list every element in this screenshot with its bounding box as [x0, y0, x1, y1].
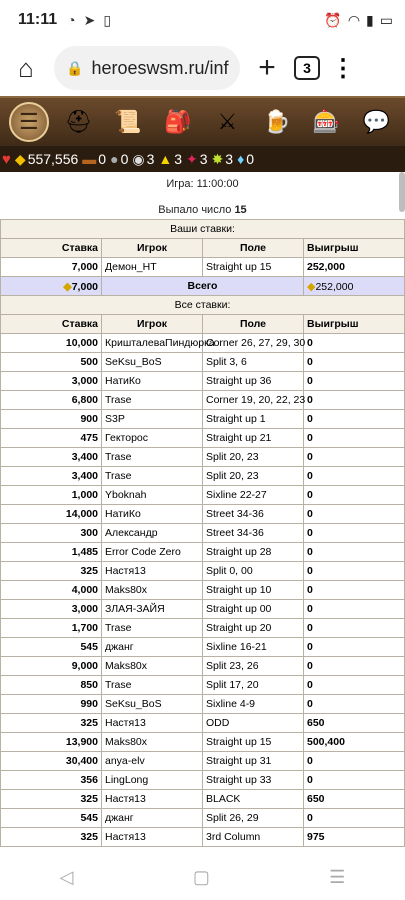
win: 252,000	[304, 258, 405, 277]
stake: 4,000	[1, 581, 102, 600]
crossed-swords-icon[interactable]: ⚔	[217, 109, 238, 134]
player: Демон_НТ	[102, 258, 203, 277]
stake: 545	[1, 809, 102, 828]
stake: 3,000	[1, 600, 102, 619]
stake: 500	[1, 353, 102, 372]
table-row	[1, 448, 405, 467]
stake: 1,485	[1, 543, 102, 562]
field: Corner 19, 20, 22, 23	[203, 391, 304, 410]
win: 0	[304, 448, 405, 467]
win: 0	[304, 695, 405, 714]
address-bar[interactable]	[54, 46, 240, 90]
bets-table	[0, 219, 405, 847]
table-row	[1, 619, 405, 638]
stake: 545	[1, 638, 102, 657]
win: 500,400	[304, 733, 405, 752]
table-row	[1, 771, 405, 790]
col-win: Выигрыш	[304, 239, 405, 258]
stake: 300	[1, 524, 102, 543]
player: Trase	[102, 619, 203, 638]
home-icon[interactable]: ⌂	[18, 52, 34, 83]
total-win: 252,000	[315, 280, 354, 293]
stake: 850	[1, 676, 102, 695]
your-bets-title: Ваши ставки:	[1, 220, 405, 239]
win: 0	[304, 410, 405, 429]
stake: 356	[1, 771, 102, 790]
lock-icon: 🔒	[66, 59, 84, 76]
table-row	[1, 543, 405, 562]
col-stake: Ставка	[1, 315, 102, 334]
gold-icon: ◆	[63, 280, 72, 293]
table-row	[1, 391, 405, 410]
field: Straight up 15	[203, 733, 304, 752]
game-time: Игра: 11:00:00	[166, 178, 239, 190]
col-win: Выигрыш	[304, 315, 405, 334]
field: Street 34-36	[203, 505, 304, 524]
heart-icon: ♥	[2, 150, 11, 168]
win: 0	[304, 752, 405, 771]
total-label: Всего	[102, 277, 304, 296]
resources-bar	[0, 146, 405, 172]
gold-icon: ◆	[307, 280, 316, 293]
roulette-icon[interactable]: 🎰	[312, 109, 341, 134]
phone-icon: ▯	[103, 11, 112, 28]
player: SeKsu_BoS	[102, 695, 203, 714]
player: НатиКо	[102, 372, 203, 391]
game-info	[0, 172, 405, 219]
field: Straight up 21	[203, 429, 304, 448]
stake: 3,400	[1, 467, 102, 486]
game-nav-bar	[0, 96, 405, 146]
back-icon[interactable]: ◁	[59, 866, 74, 887]
field: Sixline 22-27	[203, 486, 304, 505]
player: Error Code Zero	[102, 543, 203, 562]
win: 0	[304, 657, 405, 676]
field: Split 20, 23	[203, 467, 304, 486]
stake: 10,000	[1, 334, 102, 353]
field: Split 17, 20	[203, 676, 304, 695]
field: ODD	[203, 714, 304, 733]
field: Split 26, 29	[203, 809, 304, 828]
player: Александр	[102, 524, 203, 543]
player: джанг	[102, 809, 203, 828]
status-bar	[0, 0, 405, 40]
field: Street 34-36	[203, 524, 304, 543]
table-row	[1, 752, 405, 771]
player: Настя13	[102, 714, 203, 733]
win: 0	[304, 353, 405, 372]
inventory-bag-icon[interactable]: 🎒	[163, 109, 192, 134]
field: Split 23, 26	[203, 657, 304, 676]
player: Гекторос	[102, 429, 203, 448]
stake: 3,000	[1, 372, 102, 391]
drawn-label: Выпало число	[158, 204, 232, 216]
messenger-icon: ◔	[67, 12, 76, 28]
knight-helmet-icon[interactable]: ⛑	[64, 109, 93, 134]
gems-icon: ✸	[211, 150, 224, 167]
gold-icon: ◆	[14, 150, 26, 167]
tavern-mug-icon[interactable]: 🍺	[263, 109, 291, 134]
more-menu-icon[interactable]: ⋮	[331, 54, 355, 82]
win: 0	[304, 676, 405, 695]
field: Straight up 00	[203, 600, 304, 619]
field: Straight up 33	[203, 771, 304, 790]
win: 0	[304, 809, 405, 828]
page-content	[0, 172, 405, 854]
win: 0	[304, 429, 405, 448]
mercury-value: 3	[146, 151, 155, 167]
url-text: heroeswsm.ru/inf	[91, 57, 229, 78]
telegram-icon: ➤	[83, 11, 96, 28]
field: Sixline 4-9	[203, 695, 304, 714]
player: Настя13	[102, 562, 203, 581]
win: 0	[304, 581, 405, 600]
player: джанг	[102, 638, 203, 657]
table-row	[1, 695, 405, 714]
player: НатиКо	[102, 505, 203, 524]
col-player: Игрок	[102, 239, 203, 258]
stake: 3,400	[1, 448, 102, 467]
field: Straight up 28	[203, 543, 304, 562]
player: Настя13	[102, 790, 203, 809]
stake: 325	[1, 828, 102, 847]
field: 3rd Column	[203, 828, 304, 847]
scrollbar[interactable]	[399, 172, 405, 212]
stake: 1,700	[1, 619, 102, 638]
chat-bubble-icon[interactable]: 💬	[362, 109, 390, 134]
table-row	[1, 638, 405, 657]
gold-value: 557,556	[27, 151, 79, 167]
player: S3P	[102, 410, 203, 429]
win: 0	[304, 391, 405, 410]
col-stake: Ставка	[1, 239, 102, 258]
total-stake: 7,000	[71, 280, 98, 293]
field: Split 0, 00	[203, 562, 304, 581]
player: Maks80x	[102, 657, 203, 676]
player: ЗЛАЯ-ЗАЙЯ	[102, 600, 203, 619]
stake: 475	[1, 429, 102, 448]
table-row	[1, 467, 405, 486]
stake: 1,000	[1, 486, 102, 505]
field: Straight up 15	[203, 258, 304, 277]
player: Maks80x	[102, 733, 203, 752]
table-row	[1, 505, 405, 524]
table-row	[1, 410, 405, 429]
sulfur-icon: ▲	[158, 151, 173, 167]
sulfur-value: 3	[174, 151, 183, 167]
win: 0	[304, 524, 405, 543]
win: 0	[304, 467, 405, 486]
stake: 30,400	[1, 752, 102, 771]
drawn-number-line	[0, 202, 405, 219]
player: Trase	[102, 448, 203, 467]
all-bets-title: Все ставки:	[1, 296, 405, 315]
table-row	[1, 657, 405, 676]
win: 0	[304, 543, 405, 562]
browser-toolbar	[0, 40, 405, 96]
stake: 990	[1, 695, 102, 714]
player: LingLong	[102, 771, 203, 790]
drawn-number: 15	[234, 204, 247, 216]
win: 0	[304, 334, 405, 353]
player: Maks80x	[102, 581, 203, 600]
win: 650	[304, 790, 405, 809]
field: Straight up 1	[203, 410, 304, 429]
your-bet-row	[1, 258, 405, 277]
col-player: Игрок	[102, 315, 203, 334]
all-bets-body	[1, 334, 405, 847]
win: 0	[304, 600, 405, 619]
table-row	[1, 334, 405, 353]
table-row	[1, 429, 405, 448]
gems-value: 3	[225, 151, 234, 167]
ore-value: 0	[120, 151, 129, 167]
signal-icon: ▮	[366, 11, 374, 28]
alarm-icon: ⏰	[324, 11, 342, 28]
win: 0	[304, 372, 405, 391]
ore-icon: ●	[110, 151, 119, 167]
new-tab-button[interactable]: +	[258, 51, 276, 84]
stake: 7,000	[1, 258, 102, 277]
player: Yboknah	[102, 486, 203, 505]
wood-value: 0	[98, 151, 107, 167]
win: 0	[304, 771, 405, 790]
stake: 14,000	[1, 505, 102, 524]
table-row	[1, 809, 405, 828]
table-row	[1, 353, 405, 372]
table-row	[1, 733, 405, 752]
table-row	[1, 581, 405, 600]
col-field: Поле	[203, 315, 304, 334]
stake: 325	[1, 562, 102, 581]
field: Split 3, 6	[203, 353, 304, 372]
player: anya-elv	[102, 752, 203, 771]
table-row	[1, 372, 405, 391]
table-row	[1, 524, 405, 543]
table-row	[1, 562, 405, 581]
win: 975	[304, 828, 405, 847]
table-row	[1, 676, 405, 695]
field: Split 20, 23	[203, 448, 304, 467]
win: 650	[304, 714, 405, 733]
player: SeKsu_BoS	[102, 353, 203, 372]
player: Настя13	[102, 828, 203, 847]
col-field: Поле	[203, 239, 304, 258]
table-row	[1, 714, 405, 733]
win: 0	[304, 486, 405, 505]
crystal-value: 3	[199, 151, 208, 167]
table-row	[1, 486, 405, 505]
battery-icon: ▭	[379, 11, 393, 28]
table-row	[1, 790, 405, 809]
table-row	[1, 828, 405, 847]
stake: 325	[1, 790, 102, 809]
win: 0	[304, 619, 405, 638]
table-row	[1, 600, 405, 619]
diamond-value: 0	[246, 151, 255, 167]
system-nav-bar	[0, 854, 405, 900]
crystal-icon: ✦	[186, 150, 198, 167]
stake: 900	[1, 410, 102, 429]
win: 0	[304, 505, 405, 524]
field: Corner 26, 27, 29, 30	[203, 334, 304, 353]
menu-icon[interactable]: ☰	[9, 102, 49, 142]
wood-icon: ▬	[82, 151, 97, 167]
field: Straight up 10	[203, 581, 304, 600]
field: Sixline 16-21	[203, 638, 304, 657]
map-scroll-icon[interactable]: 📜	[114, 109, 142, 134]
player: КришталеваПиндюрка	[102, 334, 203, 353]
field: Straight up 36	[203, 372, 304, 391]
wifi-icon: ◠	[347, 11, 361, 28]
total-row	[1, 277, 405, 296]
stake: 9,000	[1, 657, 102, 676]
home-square-icon[interactable]: ▢	[192, 866, 210, 887]
stake: 6,800	[1, 391, 102, 410]
player: Trase	[102, 391, 203, 410]
win: 0	[304, 562, 405, 581]
stake: 13,900	[1, 733, 102, 752]
player: Trase	[102, 676, 203, 695]
player: Trase	[102, 467, 203, 486]
clock: 11:11	[18, 11, 58, 28]
field: BLACK	[203, 790, 304, 809]
win: 0	[304, 638, 405, 657]
recents-icon[interactable]: ☰	[329, 866, 346, 887]
tab-switcher-button[interactable]: 3	[294, 56, 320, 80]
stake: 325	[1, 714, 102, 733]
field: Straight up 31	[203, 752, 304, 771]
field: Straight up 20	[203, 619, 304, 638]
mercury-icon: ◉	[132, 150, 145, 167]
diamond-icon: ♦	[237, 151, 245, 167]
